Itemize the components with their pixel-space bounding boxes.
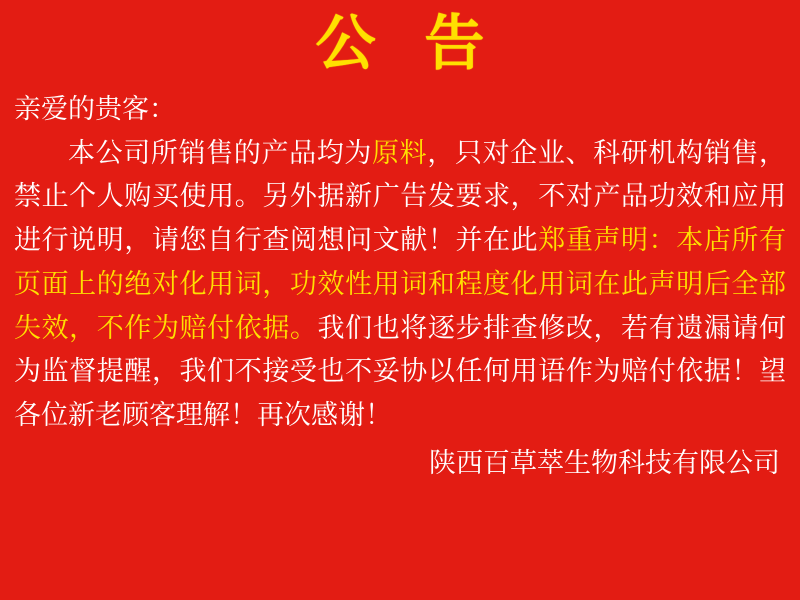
announcement-body	[0, 74, 800, 438]
paragraph-highlight-material: 原料	[372, 137, 428, 169]
paragraph-highlight-statement: 郑重声明：本店所有页面上的绝对化用词，功效性用词和程度化用词在此声明后全部失效，不作为赔付依据。	[14, 225, 787, 344]
paragraph-segment-5: 我们也将逐步排查修改，若有遗漏请何为监督提醒，我们不接受也不妥协以任何用语作为赔付依据！望各位新老顾客理解！再次感谢！	[14, 312, 787, 432]
salutation-text: 亲爱的贵客：	[14, 94, 176, 125]
paragraph-segment-1: 本公司所销售的产品均为	[68, 137, 373, 169]
company-signature: 陕西百草萃生物科技有限公司	[429, 447, 780, 479]
paragraph-segment-3: ，只对企业、科研机构销售，禁止个人购买使用。另外据新广告发要求，不对产品功效和应用进行说明，请您自行查阅想问文献！并在此	[14, 137, 787, 257]
page-title: 公 告	[315, 9, 499, 79]
announcement-paragraph	[14, 132, 786, 438]
